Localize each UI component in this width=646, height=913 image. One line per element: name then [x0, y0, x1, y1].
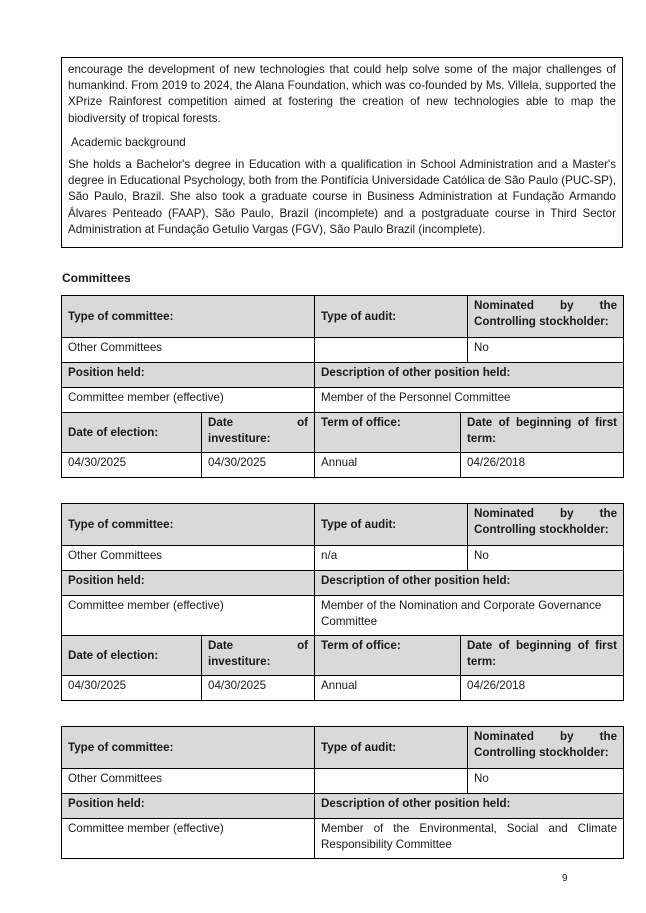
nominated-label: Nominated by the Controlling stockholder: [468, 296, 624, 338]
committee-type-value: Other Committees [62, 769, 315, 794]
first-term-label: Date of beginning of first term: [461, 636, 624, 676]
position-held-label: Position held: [62, 571, 315, 596]
committees-section-title: Committees [62, 271, 131, 285]
page-number: 9 [562, 873, 568, 884]
term-value: Annual [315, 453, 461, 478]
audit-type-value: n/a [315, 546, 468, 571]
committee-table-3 [61, 726, 624, 859]
academic-background-heading: Academic background [71, 135, 186, 149]
election-date-value: 04/30/2025 [62, 453, 202, 478]
date-of-election-label: Date of election: [62, 636, 202, 676]
position-held-label: Position held: [62, 794, 315, 819]
nominated-value: No [468, 769, 624, 794]
description-label: Description of other position held: [315, 794, 624, 819]
election-date-value: 04/30/2025 [62, 676, 202, 701]
nominated-label: Nominated by the Controlling stockholder: [468, 504, 624, 546]
type-of-committee-label: Type of committee: [62, 504, 315, 546]
date-of-election-label: Date of election: [62, 413, 202, 453]
committee-table-1 [61, 295, 624, 478]
description-label: Description of other position held: [315, 363, 624, 388]
type-of-audit-label: Type of audit: [315, 296, 468, 338]
investiture-date-value: 04/30/2025 [202, 453, 315, 478]
first-term-value: 04/26/2018 [461, 676, 624, 701]
term-of-office-label: Term of office: [315, 413, 461, 453]
position-held-label: Position held: [62, 363, 315, 388]
type-of-committee-label: Type of committee: [62, 296, 315, 338]
position-held-value: Committee member (effective) [62, 388, 315, 413]
first-term-value: 04/26/2018 [461, 453, 624, 478]
nominated-value: No [468, 338, 624, 363]
position-held-value: Committee member (effective) [62, 819, 315, 859]
bio-paragraph-2: She holds a Bachelor's degree in Education with a qualification in School Administration and a Master's degree in Educational Psychology, both from the Pontifícia Universidade Católica de São Paulo (PUC-SP), São Paulo, Brazil. She also took a graduate course in Business Administration at Fundação Armando Álvares Penteado (FAAP), São Paulo, Brazil (incomplete) and a postgraduate course in Third Sector Administration at Fundação Getulio Vargas (FGV), São Paulo Brazil (incomplete). [68, 158, 616, 236]
first-term-label: Date of beginning of first term: [461, 413, 624, 453]
investiture-date-value: 04/30/2025 [202, 676, 315, 701]
type-of-audit-label: Type of audit: [315, 727, 468, 769]
type-of-committee-label: Type of committee: [62, 727, 315, 769]
type-of-audit-label: Type of audit: [315, 504, 468, 546]
term-of-office-label: Term of office: [315, 636, 461, 676]
description-value: Member of the Environmental, Social and Climate Responsibility Committee [315, 819, 624, 859]
description-value: Member of the Nomination and Corporate Governance Committee [315, 596, 624, 636]
term-value: Annual [315, 676, 461, 701]
biography-box [61, 57, 623, 248]
committee-table-2 [61, 503, 624, 701]
bio-paragraph-1: encourage the development of new technologies that could help solve some of the major challenges of humankind. From 2019 to 2024, the Alana Foundation, which was co-founded by Ms. Villela, supported the XPrize Rainforest competition aimed at fostering the creation of new technologies able to map the biodiversity of tropical forests. [68, 63, 616, 125]
committee-type-value: Other Committees [62, 546, 315, 571]
position-held-value: Committee member (effective) [62, 596, 315, 636]
nominated-value: No [468, 546, 624, 571]
description-value: Member of the Personnel Committee [315, 388, 624, 413]
description-label: Description of other position held: [315, 571, 624, 596]
audit-type-value [315, 338, 468, 363]
date-of-investiture-label: Date of investiture: [202, 413, 315, 453]
audit-type-value [315, 769, 468, 794]
committee-type-value: Other Committees [62, 338, 315, 363]
date-of-investiture-label: Date of investiture: [202, 636, 315, 676]
nominated-label: Nominated by the Controlling stockholder: [468, 727, 624, 769]
